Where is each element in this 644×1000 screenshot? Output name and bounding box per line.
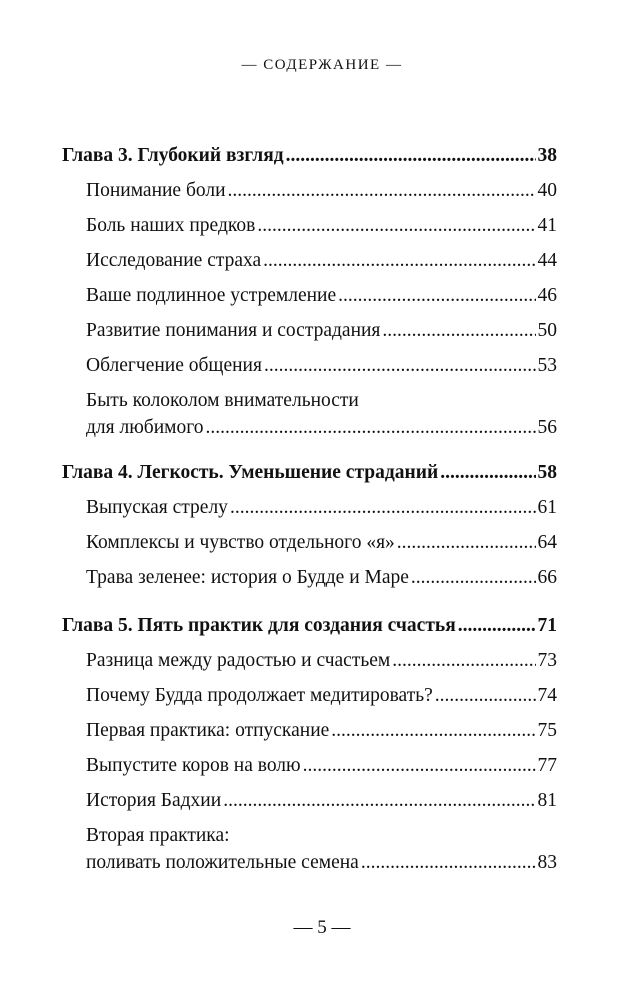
page-number: 38 (537, 145, 557, 166)
toc-entry[interactable] (62, 208, 557, 243)
toc-entry[interactable] (62, 278, 557, 313)
entry-title: Выпустите коров на волю (86, 755, 301, 776)
chapter-5 (62, 608, 557, 877)
dot-leader (286, 138, 536, 173)
dot-leader (230, 490, 536, 525)
dot-leader (263, 243, 535, 278)
toc-entry[interactable] (62, 678, 557, 713)
page-number: 50 (537, 320, 557, 341)
dot-leader (223, 783, 535, 818)
chapter-4 (62, 455, 557, 595)
page-number: 75 (537, 720, 557, 741)
dot-leader (435, 678, 536, 713)
entry-title: История Бадхии (86, 790, 222, 811)
toc-entry[interactable] (62, 173, 557, 208)
toc-entry[interactable] (62, 560, 557, 595)
toc-entry[interactable] (62, 713, 557, 748)
running-header: — СОДЕРЖАНИЕ — (241, 57, 403, 73)
page-footer-number: — 5 — (293, 917, 351, 938)
toc-entry[interactable] (62, 348, 557, 383)
entry-continuation (62, 414, 557, 442)
entry-title-line1: Вторая практика: (86, 825, 230, 846)
entry-title: Почему Будда продолжает медитировать? (86, 685, 433, 706)
dot-leader (206, 414, 536, 442)
entry-title: Исследование страха (86, 250, 262, 271)
entry-title: Развитие понимания и сострадания (86, 320, 381, 341)
entry-title: Комплексы и чувство отдельного «я» (86, 532, 395, 553)
dot-leader (303, 748, 536, 783)
dot-leader (228, 173, 536, 208)
dot-leader (338, 278, 535, 313)
entry-title: Разница между радостью и счастьем (86, 650, 391, 671)
page-number: 61 (537, 497, 557, 518)
toc-entry[interactable] (62, 748, 557, 783)
dot-leader (411, 560, 536, 595)
dot-leader (440, 455, 535, 490)
entry-title-line2: для любимого (86, 417, 204, 438)
toc-entry[interactable] (62, 243, 557, 278)
chapter-3 (62, 138, 557, 442)
page-number: 44 (537, 250, 557, 271)
toc-entry[interactable] (62, 783, 557, 818)
chapter-title: Глава 4. Легкость. Уменьшение страданий (62, 462, 439, 483)
page-number: 81 (537, 790, 557, 811)
chapter-title: Глава 3. Глубокий взгляд (62, 145, 284, 166)
chapter-title: Глава 5. Пять практик для создания счастья (62, 615, 456, 636)
entry-title: Понимание боли (86, 180, 226, 201)
entry-title-line2: поливать положительные семена (86, 852, 359, 873)
page-number: 53 (537, 355, 557, 376)
page-number: 46 (537, 285, 557, 306)
toc-entry[interactable] (62, 525, 557, 560)
dot-leader (331, 713, 535, 748)
toc-entry-multiline[interactable] (62, 818, 557, 877)
toc-entry[interactable] (62, 643, 557, 678)
dot-leader (458, 608, 536, 643)
toc-entry[interactable] (62, 313, 557, 348)
page-number: 56 (537, 417, 557, 438)
dot-leader (397, 525, 536, 560)
page-number: 64 (537, 532, 557, 553)
entry-title: Ваше подлинное устремление (86, 285, 337, 306)
dot-leader (257, 208, 535, 243)
toc-entry-chapter[interactable] (62, 608, 557, 643)
page-number: 77 (537, 755, 557, 776)
page-number: 41 (537, 215, 557, 236)
page-number: 66 (537, 567, 557, 588)
page-number: 74 (537, 685, 557, 706)
entry-title-line1: Быть колоколом внимательности (86, 390, 359, 411)
page-number: 73 (537, 650, 557, 671)
toc-entry-chapter[interactable] (62, 455, 557, 490)
dot-leader (392, 643, 535, 678)
table-of-contents (62, 138, 557, 890)
entry-title: Трава зеленее: история о Будде и Маре (86, 567, 409, 588)
toc-entry[interactable] (62, 490, 557, 525)
dot-leader (264, 348, 536, 383)
entry-continuation (62, 849, 557, 877)
toc-entry-chapter[interactable] (62, 138, 557, 173)
page-number: 58 (537, 462, 557, 483)
page-number: 40 (537, 180, 557, 201)
toc-entry-multiline[interactable] (62, 383, 557, 442)
dot-leader (361, 849, 536, 877)
dot-leader (382, 313, 535, 348)
entry-title: Боль наших предков (86, 215, 256, 236)
entry-title: Выпуская стрелу (86, 497, 228, 518)
page-number: 83 (537, 852, 557, 873)
entry-title: Облегчение общения (86, 355, 262, 376)
page-number: 71 (537, 615, 557, 636)
entry-title: Первая практика: отпускание (86, 720, 330, 741)
